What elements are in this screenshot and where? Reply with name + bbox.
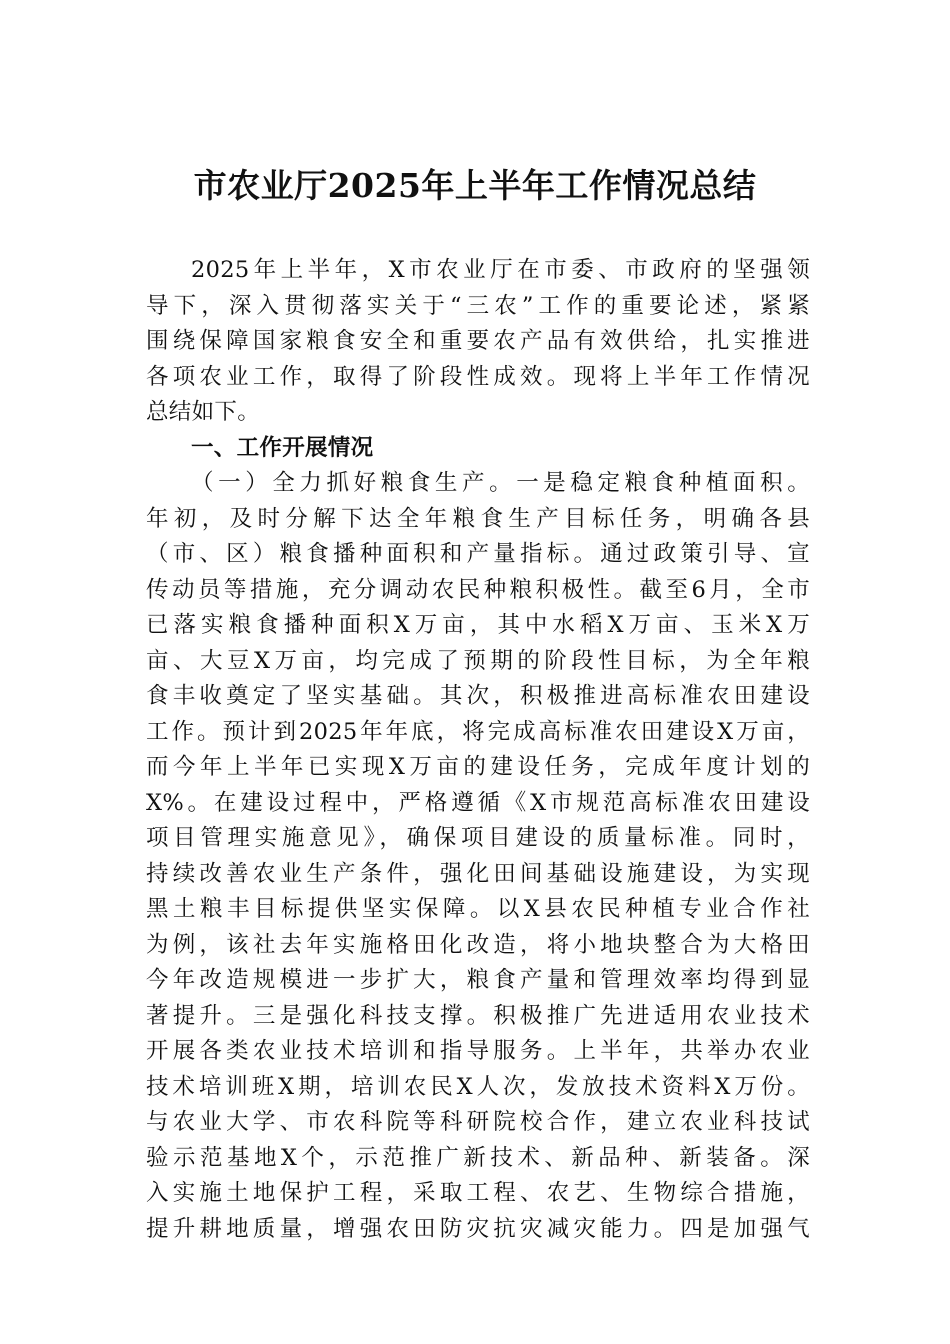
paragraph-line: 与农业大学、市农科院等科研院校合作，建立农业科技试 bbox=[146, 1109, 810, 1135]
paragraph-line: 技术培训班X期，培训农民X人次，发放技术资料X万份。 bbox=[146, 1073, 810, 1100]
paragraph-line: 项目管理实施意见》，确保项目建设的质量标准。同时， bbox=[146, 825, 810, 851]
paragraph-line: 导下，深入贯彻落实关于“三农”工作的重要论述，紧紧 bbox=[146, 292, 810, 319]
paragraph-line: 年初，及时分解下达全年粮食生产目标任务，明确各县 bbox=[146, 505, 810, 532]
paragraph-line: 工作。预计到2025年年底，将完成高标准农田建设X万亩， bbox=[146, 718, 810, 745]
paragraph-line: 2025年上半年，X市农业厅在市委、市政府的坚强领 bbox=[191, 257, 810, 283]
paragraph-line: 各项农业工作，取得了阶段性成效。现将上半年工作情况 bbox=[146, 363, 810, 390]
paragraph-line: 围绕保障国家粮食安全和重要农产品有效供给，扎实推进 bbox=[146, 328, 810, 354]
paragraph-line: 总结如下。 bbox=[146, 399, 261, 425]
document-title: 市农业厅2025年上半年工作情况总结 bbox=[193, 166, 757, 205]
paragraph-line: 提升耕地质量，增强农田防灾抗灾减灾能力。四是加强气 bbox=[146, 1215, 810, 1242]
paragraph-line: 著提升。三是强化科技支撑。积极推广先进适用农业技术 bbox=[146, 1002, 810, 1029]
paragraph-line: 入实施土地保护工程，采取工程、农艺、生物综合措施， bbox=[146, 1180, 810, 1206]
paragraph-line: （一）全力抓好粮食生产。一是稳定粮食种植面积。 bbox=[191, 470, 810, 496]
paragraph-line: 黑土粮丰目标提供坚实保障。以X县农民种植专业合作社 bbox=[146, 896, 810, 922]
paragraph-line: 已落实粮食播种面积X万亩，其中水稻X万亩、玉米X万 bbox=[146, 612, 810, 638]
paragraph-line: （市、区）粮食播种面积和产量指标。通过政策引导、宣 bbox=[146, 541, 810, 567]
paragraph-line: 而今年上半年已实现X万亩的建设任务，完成年度计划的 bbox=[146, 754, 810, 780]
paragraph-line: 传动员等措施，充分调动农民种粮积极性。截至6月，全市 bbox=[146, 576, 810, 603]
paragraph-line: X%。在建设过程中，严格遵循《X市规范高标准农田建设 bbox=[146, 789, 810, 816]
document-body bbox=[146, 253, 810, 1247]
section-heading: 一、工作开展情况 bbox=[191, 434, 374, 461]
paragraph-line: 今年改造规模进一步扩大，粮食产量和管理效率均得到显 bbox=[146, 967, 810, 993]
paragraph-line: 食丰收奠定了坚实基础。其次，积极推进高标准农田建设 bbox=[146, 683, 810, 709]
paragraph-line: 为例，该社去年实施格田化改造，将小地块整合为大格田 bbox=[146, 931, 810, 958]
paragraph-line: 开展各类农业技术培训和指导服务。上半年，共举办农业 bbox=[146, 1038, 810, 1064]
paragraph-line: 验示范基地X个，示范推广新技术、新品种、新装备。深 bbox=[146, 1144, 810, 1171]
paragraph-line: 亩、大豆X万亩，均完成了预期的阶段性目标，为全年粮 bbox=[146, 647, 810, 674]
paragraph-line: 持续改善农业生产条件，强化田间基础设施建设，为实现 bbox=[146, 860, 810, 887]
